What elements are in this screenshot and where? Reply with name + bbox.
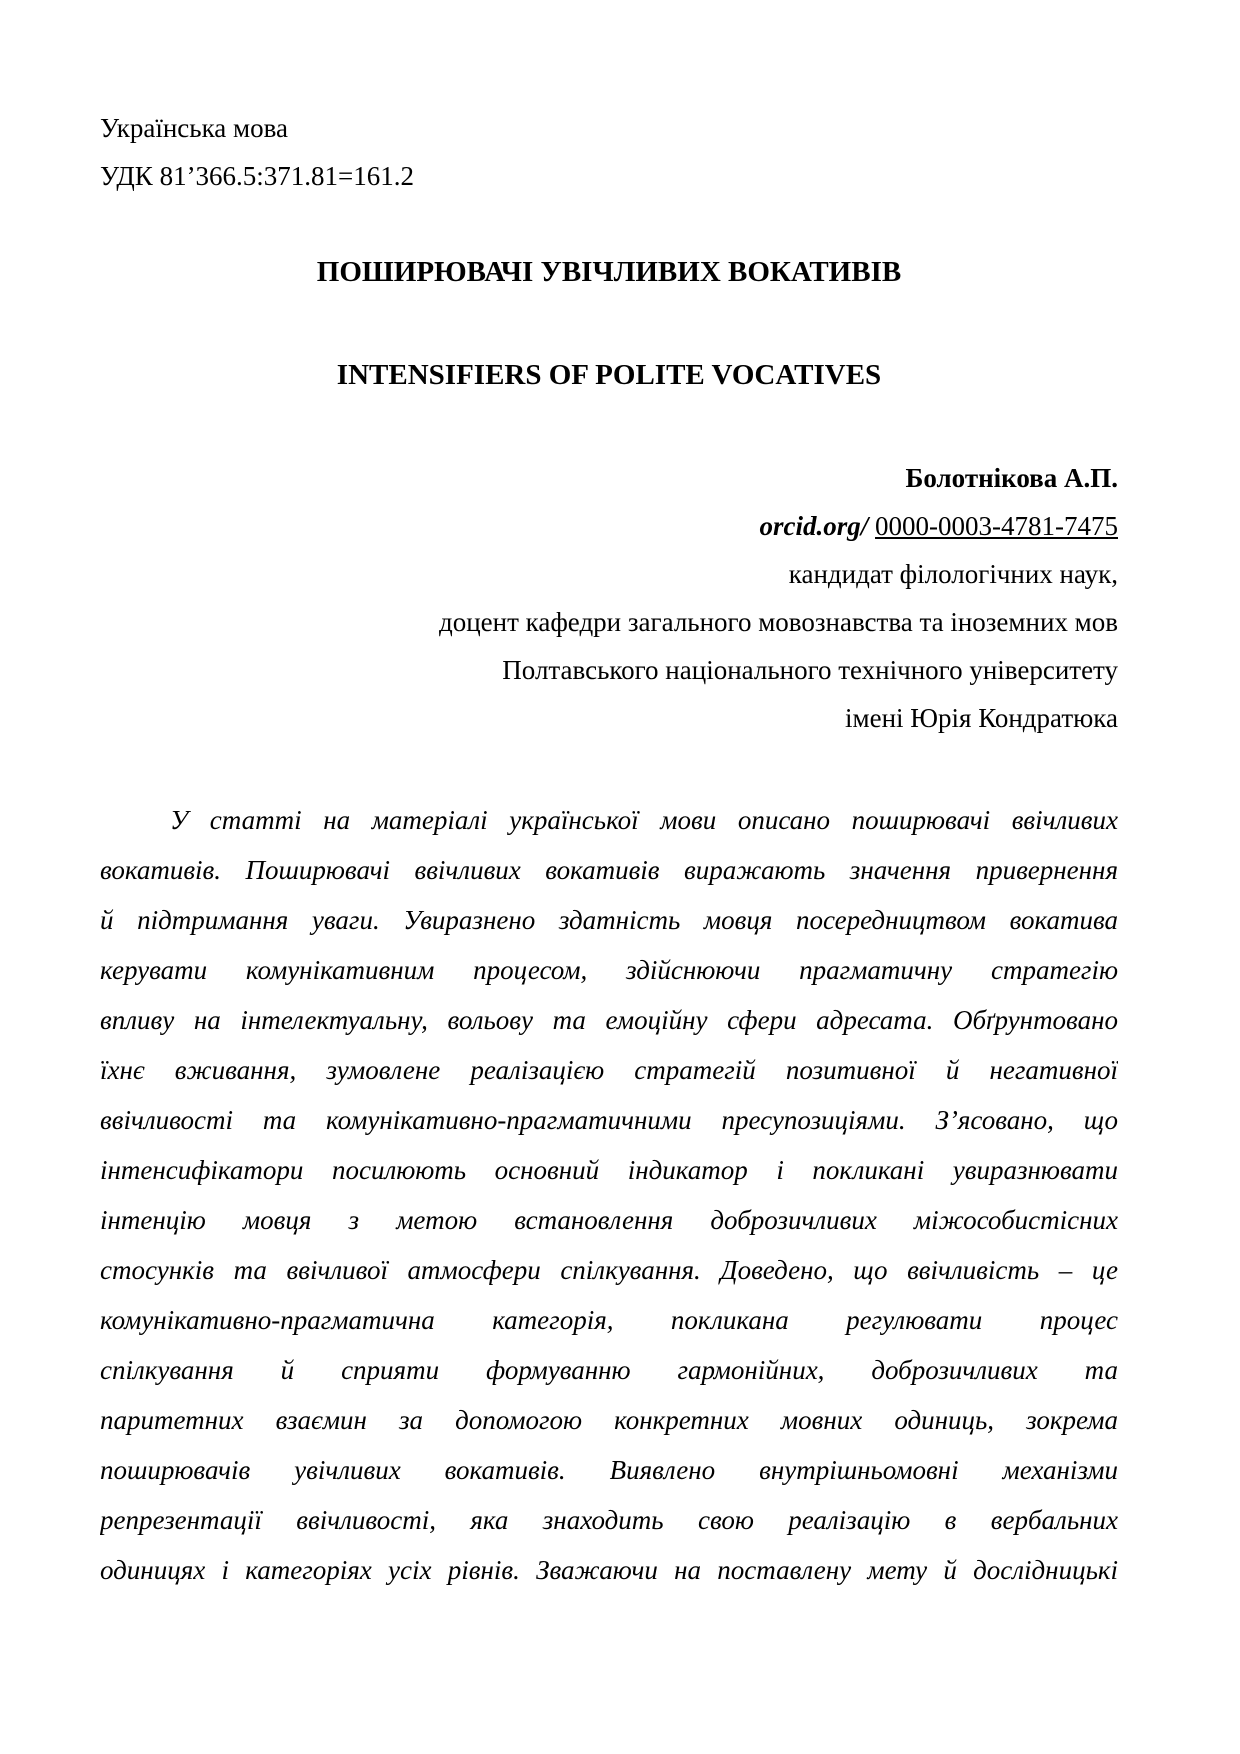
orcid-link[interactable]: 0000-0003-4781-7475 bbox=[875, 511, 1118, 541]
article-title-uk: ПОШИРЮВАЧІ УВІЧЛИВИХ ВОКАТИВІВ bbox=[316, 256, 902, 288]
author-position: доцент кафедри загального мовознавства та іноземних мов bbox=[438, 607, 1118, 637]
author-degree: кандидат філологічних наук, bbox=[788, 559, 1118, 589]
abstract-line: й підтримання уваги. Увиразнено здатність мовця посередництвом вокатива bbox=[100, 905, 1118, 935]
abstract-line: спілкування й сприяти формуванню гармонійних, доброзичливих та bbox=[100, 1355, 1118, 1385]
article-title-en: INTENSIFIERS OF POLITE VOCATIVES bbox=[336, 359, 882, 391]
author-block bbox=[100, 454, 1118, 742]
abstract-line: керувати комунікативним процесом, здійснюючи прагматичну стратегію bbox=[100, 955, 1118, 985]
abstract-line: стосунків та ввічливої атмосфери спілкування. Доведено, що ввічливість – це bbox=[100, 1255, 1118, 1285]
author-university-name: імені Юрія Кондратюка bbox=[845, 703, 1118, 733]
abstract-line: У статті на матеріалі української мови описано поширювачі ввічливих bbox=[170, 805, 1118, 835]
author-university: Полтавського національного технічного університету bbox=[502, 655, 1118, 685]
abstract-line: інтенцію мовця з метою встановлення доброзичливих міжособистісних bbox=[100, 1205, 1118, 1235]
abstract-line: поширювачів увічливих вокативів. Виявлено внутрішньомовні механізми bbox=[100, 1455, 1118, 1485]
author-name: Болотнікова А.П. bbox=[905, 463, 1118, 493]
abstract-line: їхнє вживання, зумовлене реалізацією стратегій позитивної й негативної bbox=[100, 1055, 1118, 1085]
abstract-line: одиницях і категоріях усіх рівнів. Зважаючи на поставлену мету й дослідницькі bbox=[100, 1555, 1118, 1585]
udc-number: УДК 81’366.5:371.81=161.2 bbox=[100, 161, 415, 191]
orcid-prefix: orcid.org/ bbox=[759, 511, 869, 541]
abstract-line: паритетних взаємин за допомогою конкретних мовних одиниць, зокрема bbox=[100, 1405, 1118, 1435]
orcid-line bbox=[100, 502, 1118, 550]
abstract-line: впливу на інтелектуальну, вольову та емоційну сфери адресата. Обґрунтовано bbox=[100, 1005, 1118, 1035]
abstract bbox=[100, 795, 1118, 1595]
abstract-line: ввічливості та комунікативно-прагматичними пресупозиціями. З’ясовано, що bbox=[100, 1105, 1118, 1135]
abstract-line: інтенсифікатори посилюють основний індикатор і покликані увиразнювати bbox=[100, 1155, 1118, 1185]
abstract-line: вокативів. Поширювачі ввічливих вокативів виражають значення привернення bbox=[100, 855, 1118, 885]
abstract-line: комунікативно-прагматична категорія, покликана регулювати процес bbox=[100, 1305, 1118, 1335]
language-label: Українська мова bbox=[100, 113, 288, 143]
abstract-line: репрезентації ввічливості, яка знаходить свою реалізацію в вербальних bbox=[100, 1505, 1118, 1535]
